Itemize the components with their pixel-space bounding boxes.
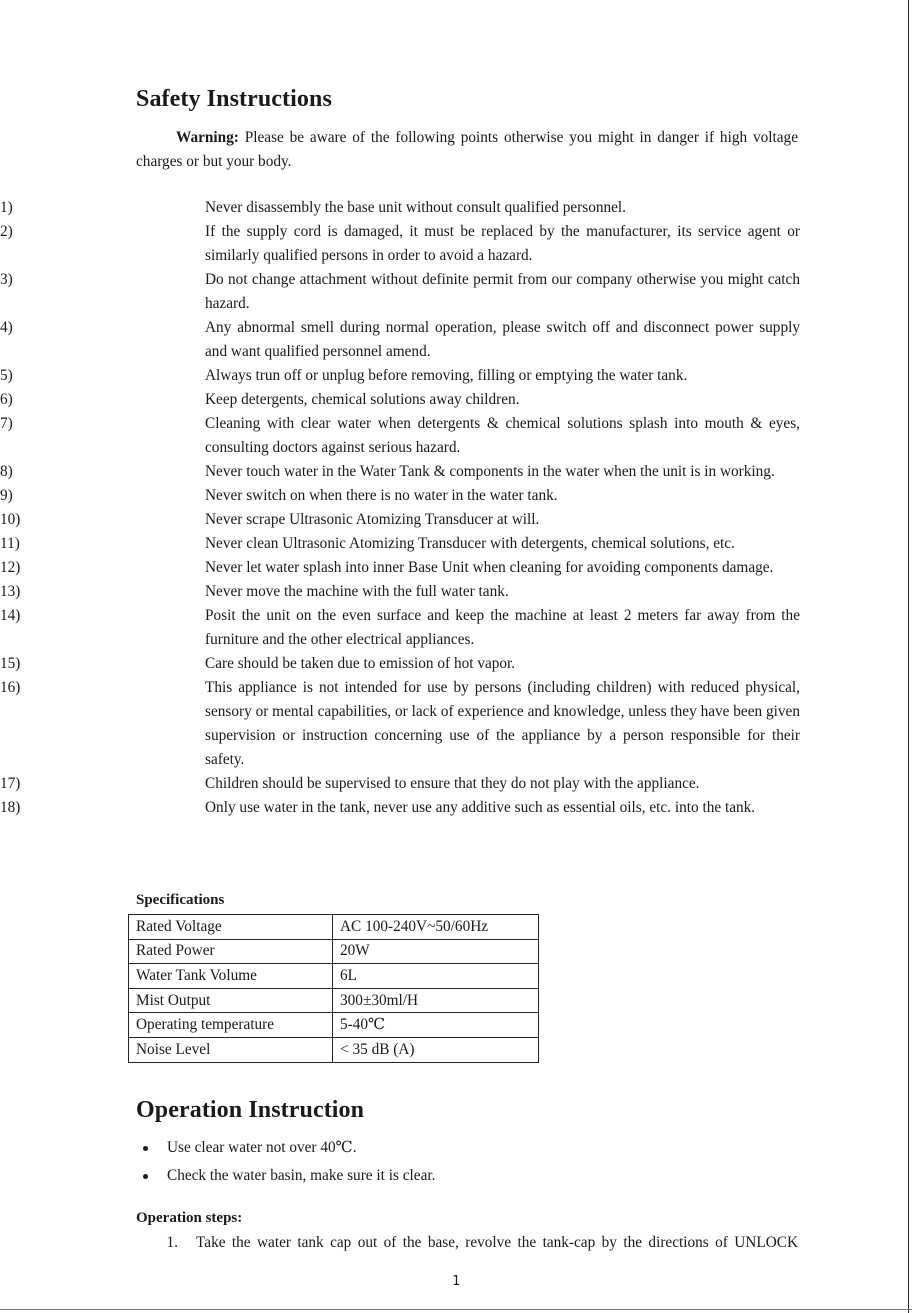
bullet-dot-icon (143, 1146, 148, 1151)
spec-label: Water Tank Volume (129, 964, 333, 989)
spec-label: Rated Voltage (129, 915, 333, 940)
safety-rules-list (0, 196, 800, 820)
safety-rule-text: Children should be supervised to ensure that they do not play with the appliance. (205, 775, 700, 792)
table-row (129, 915, 539, 940)
safety-rule-item: 11) Never clean Ultrasonic Atomizing Transducer with detergents, chemical solutions, etc. (0, 535, 735, 552)
safety-instructions-heading: Safety Instructions (136, 86, 332, 112)
warning-label: Warning: (176, 129, 239, 146)
safety-rule-text: Never scrape Ultrasonic Atomizing Transducer at will. (205, 511, 540, 528)
safety-rule-text: This appliance is not intended for use by persons (including children) with reduced physical, sensory or mental capabilities, or lack of experience and knowledge, unless they have been given supervision or instruction concerning use of the appliance by a person responsible for their safety. (205, 679, 800, 768)
list-item: Check the water basin, make sure it is clear. (0, 1162, 800, 1190)
safety-rule-item: 18) Only use water in the tank, never use any additive such as essential oils, etc. into the tank. (0, 799, 756, 816)
step-number: 1. (166, 1234, 178, 1251)
safety-rule-text: Keep detergents, chemical solutions away children. (205, 391, 520, 408)
spec-value: 5-40℃ (333, 1013, 539, 1038)
page-number: 1 (452, 1274, 460, 1289)
spec-value: 20W (333, 939, 539, 964)
bullet-dot-icon (143, 1174, 148, 1179)
page-edge-line (908, 0, 909, 1313)
safety-rule-text: Cleaning with clear water when detergents & chemical solutions splash into mouth & eyes, consulting doctors against serious hazard. (205, 415, 800, 456)
safety-rule-text: Never move the machine with the full water tank. (205, 583, 509, 600)
specifications-table (128, 914, 539, 1063)
operation-instruction-heading: Operation Instruction (136, 1097, 365, 1123)
safety-rule-text: If the supply cord is damaged, it must be replaced by the manufacturer, its service agent or similarly qualified persons in order to avoid a hazard. (205, 223, 800, 264)
safety-rule-item: 5) Always trun off or unplug before removing, filling or emptying the water tank. (0, 367, 688, 384)
safety-rule-text: Never clean Ultrasonic Atomizing Transducer with detergents, chemical solutions, etc. (205, 535, 735, 552)
safety-rule-item: 12) Never let water splash into inner Base Unit when cleaning for avoiding components damage. (0, 559, 774, 576)
specifications-heading: Specifications (136, 892, 225, 908)
safety-rule-item: 14) Posit the unit on the even surface and keep the machine at least 2 meters far away from the furniture and the other electrical appliances. (0, 607, 800, 648)
safety-rule-item: 9) Never switch on when there is no water in the water tank. (0, 487, 558, 504)
spec-value: 6L (333, 964, 539, 989)
warning-paragraph (136, 126, 798, 174)
safety-rule-item: 10) Never scrape Ultrasonic Atomizing Transducer at will. (0, 511, 540, 528)
table-row (129, 988, 539, 1013)
step-text: Take the water tank cap out of the base, revolve the tank-cap by the directions of UNLOCK (196, 1234, 798, 1251)
safety-rule-text: Posit the unit on the even surface and keep the machine at least 2 meters far away from the furniture and the other electrical appliances. (205, 607, 800, 648)
safety-rule-text: Never let water splash into inner Base Unit when cleaning for avoiding components damage. (205, 559, 774, 576)
safety-rule-item: 13) Never move the machine with the full water tank. (0, 583, 509, 600)
safety-rule-text: Always trun off or unplug before removing, filling or emptying the water tank. (205, 367, 688, 384)
safety-rule-item: 15) Care should be taken due to emission of hot vapor. (0, 655, 516, 672)
table-row (129, 1037, 539, 1062)
safety-rule-item: 3) Do not change attachment without definite permit from our company otherwise you might catch hazard. (0, 271, 800, 312)
spec-value: 300±30ml/H (333, 988, 539, 1013)
safety-rule-item: 8) Never touch water in the Water Tank & components in the water when the unit is in working. (0, 463, 775, 480)
spec-label: Noise Level (129, 1037, 333, 1062)
safety-rule-text: Never switch on when there is no water in the water tank. (205, 487, 558, 504)
spec-label: Operating temperature (129, 1013, 333, 1038)
safety-rule-text: Do not change attachment without definite permit from our company otherwise you might catch hazard. (205, 271, 800, 312)
safety-rule-item: 7) Cleaning with clear water when detergents & chemical solutions splash into mouth & eyes, consulting doctors against serious hazard. (0, 415, 800, 456)
safety-rule-text: Never disassembly the base unit without consult qualified personnel. (205, 199, 627, 216)
warning-text: Please be aware of the following points otherwise you might in danger if high voltage charges or but your body. (136, 129, 798, 170)
safety-rule-item: 16) This appliance is not intended for use by persons (including children) with reduced physical, sensory or mental capabilities, or lack of experience and knowledge, unless they have been given supervision or instruction concerning use of the appliance by a person responsible for their safety. (0, 679, 800, 768)
safety-rule-text: Only use water in the tank, never use any additive such as essential oils, etc. into the tank. (205, 799, 756, 816)
table-row (129, 939, 539, 964)
safety-rule-item: 1) Never disassembly the base unit without consult qualified personnel. (0, 199, 627, 216)
safety-rule-text: Never touch water in the Water Tank & components in the water when the unit is in working. (205, 463, 775, 480)
list-item: Use clear water not over 40℃. (0, 1134, 800, 1162)
safety-rule-text: Care should be taken due to emission of hot vapor. (205, 655, 516, 672)
spec-label: Rated Power (129, 939, 333, 964)
safety-rule-item: 17) Children should be supervised to ensure that they do not play with the appliance. (0, 775, 700, 792)
operation-bullets-list (0, 1134, 800, 1190)
safety-rule-item: 2) If the supply cord is damaged, it must be replaced by the manufacturer, its service agent or similarly qualified persons in order to avoid a hazard. (0, 223, 800, 264)
table-row (129, 1013, 539, 1038)
page-bottom-line (0, 1309, 912, 1310)
spec-value: < 35 dB (A) (333, 1037, 539, 1062)
safety-rule-item: 6) Keep detergents, chemical solutions away children. (0, 391, 520, 408)
safety-rule-text: Any abnormal smell during normal operation, please switch off and disconnect power supply and want qualified personnel amend. (205, 319, 800, 360)
table-row (129, 964, 539, 989)
operation-steps-heading: Operation steps: (136, 1210, 243, 1226)
spec-label: Mist Output (129, 988, 333, 1013)
spec-value: AC 100-240V~50/60Hz (333, 915, 539, 940)
safety-rule-item: 4) Any abnormal smell during normal operation, please switch off and disconnect power supply and want qualified personnel amend. (0, 319, 800, 360)
